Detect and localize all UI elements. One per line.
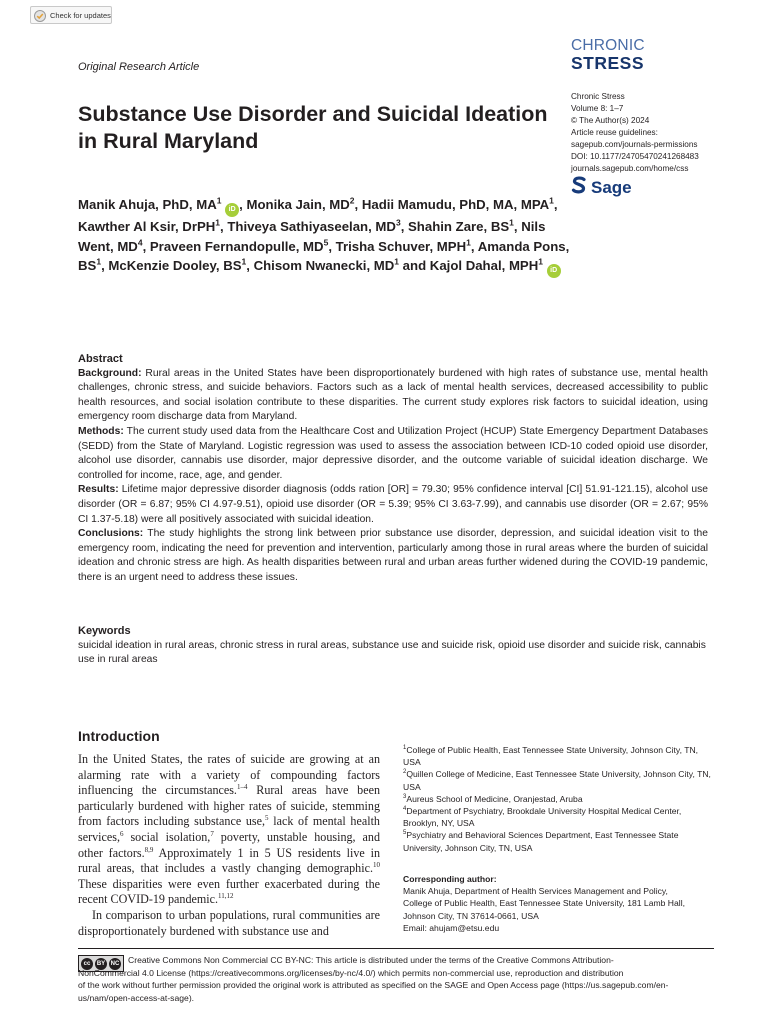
citation-reference[interactable]: 1–4 [236,783,248,792]
affiliation-item [403,805,713,829]
by-icon: BY [95,958,107,970]
abstract-results [78,483,708,527]
abstract [78,352,708,586]
abstract-methods-text: The current study used data from the Healthcare Cost and Utilization Project (HCUP) State Emergency Department Databases (SEDD) from the State of Maryland. Logistic regression was used to assess the association between ICD-10 coded opioid use disorder, alcohol use disorder, cannabis use disorder, major depressive disorder, and the outcome variable of suicidal ideation discharge. We controlled for income, race, age, and gender. [78,425,708,481]
journal-volume: Volume 8: 1–7 [571,104,624,113]
introduction-heading: Introduction [78,728,160,744]
license-line: NonCommercial 4.0 License (https://creativecommons.org/licenses/by-nc/4.0/) which permits non-commercial use, reproduction and distribution [78,967,624,978]
abstract-background [78,367,708,425]
introduction-paragraph-1 [78,752,380,908]
author-affiliation-marker: 1 [96,256,102,267]
author-affiliation-marker: 1 [549,195,554,206]
introduction-text: poverty, unstable housing, and other factors. [78,829,380,860]
author-affiliation-marker: 3 [395,217,401,228]
copyright: © The Author(s) 2024 [571,116,650,125]
license-line: Creative Commons Non Commercial CC BY-NC: This article is distributed under the terms of the Creative Commons Attribution- [128,955,614,965]
corresponding-author [403,873,713,934]
affiliation-item [403,768,713,792]
introduction-body [78,752,380,939]
introduction-text: social isolation, [123,829,211,844]
corresponding-line: Manik Ahuja, Department of Health Services Management and Policy, [403,886,668,897]
author-name: Kajol Dahal, MPH$^1$ [429,256,543,273]
reuse-guidelines-label: Article reuse guidelines: [571,128,658,137]
corresponding-line: College of Public Health, East Tennessee State University, 181 Lamb Hall, [403,898,685,909]
author-name: Hadii Mamudu, PhD, MA, MPA$^1$ [361,195,554,212]
author-list: Manik Ahuja, PhD, $MA^1$ iD , Monika Jain, $MD^2$, Hadii Mamudu, PhD, MA, MPA$^1$, Kawther Al Ksir, DrPH$^1$, Thiveya Sathiyaseelan, $MD^3$, Shahin Zare, $BS^1$, Nils Went, $MD^4$, Praveen Fernandopulle, $MD^5$, Trisha Schuver, MPH$^1$, Amanda Pons, $BS^1$, McKenzie Dooley, $BS^1$, Chisom Nwanecki, $MD^1$ and Kajol Dahal, MPH$^1$ iD [78,195,578,278]
author-affiliation-marker: 1 [509,217,514,228]
citation-reference[interactable]: 5 [265,814,269,823]
introduction-text: These disparities were even further exacerbated during the recent COVID-19 pandemic. [78,876,380,907]
abstract-conclusions [78,527,708,585]
citation-reference[interactable]: 7 [210,829,214,838]
check-for-updates-button[interactable] [30,6,112,24]
journal-home-link[interactable]: journals.sagepub.com/home/css [571,164,689,173]
affiliation-text: College of Public Health, East Tennessee State University, Johnson City, TN, USA [403,745,699,768]
author-affiliation-marker: 1 [538,256,543,267]
orcid-icon[interactable]: iD [547,264,561,278]
license-line: us/nam/open-access-at-sage). [78,992,195,1003]
author-name: Praveen Fernandopulle, $MD^5$ [149,237,329,254]
abstract-heading: Abstract [78,353,123,365]
affiliations [403,744,713,854]
affiliation-text: Quillen College of Medicine, East Tennessee State University, Johnson City, TN, USA [403,769,711,792]
affiliation-text: Aureus School of Medicine, Oranjestad, Aruba [406,793,583,804]
author-affiliation-marker: 5 [323,237,329,248]
introduction-text: In the United States, the rates of suicide are growing at an alarming rate with a variety of compounding factors influencing the circumstances. [78,752,380,798]
affiliation-number: 4 [403,806,407,813]
article-type: Original Research Article [78,61,200,73]
abstract-conclusions-label: Conclusions: [78,528,144,540]
author-affiliation-marker: 2 [349,195,355,206]
affiliation-text: Psychiatry and Behavioral Sciences Department, East Tennessee State University, Johnson City, TN, USA [403,830,679,853]
footer-divider [78,948,714,949]
journal-logo[interactable] [571,38,651,72]
keywords-text: suicidal ideation in rural areas, chronic stress in rural areas, substance use and suicide risk, opioid use disorder and suicide risk, cannabis use in rural areas [78,639,706,666]
author-name: Nils Went, $MD^4$ [78,219,546,254]
publisher-logo[interactable] [571,176,632,199]
check-updates-icon [34,9,46,21]
affiliation-number: 3 [403,793,407,800]
affiliation-number: 5 [403,830,407,837]
abstract-background-text: Rural areas in the United States have been disproportionately burdened with high rates of substance use, mental health challenges, chronic stress, and suicide behaviors. Factors such as a lack of mental health services, decreased accessibility to public health resources, and social isolation contribute to these disparities. The current study explores risk factors to suicidal ideation, using emergency room discharge data from Maryland. [78,367,708,423]
corresponding-email[interactable]: Email: ahujam@etsu.edu [403,922,500,933]
author-name: Kawther Al Ksir, DrPH$^1$ [78,217,221,234]
introduction-text: Approximately 1 in 5 US residents live in rural areas, that includes a vastly changing demographic. [78,845,380,876]
abstract-results-label: Results: [78,484,119,496]
author-affiliation-marker: 1 [241,256,247,267]
citation-reference[interactable]: 11,12 [218,892,234,901]
keywords [78,624,708,668]
article-title: Substance Use Disorder and Suicidal Ideation in Rural Maryland [78,102,548,153]
journal-name: Chronic Stress [571,92,625,101]
author-affiliation-marker: 1 [466,237,471,248]
citation-reference[interactable]: 10 [373,861,380,870]
author-name: Thiveya Sathiyaseelan, $MD^3$ [227,217,401,234]
author-name: Monika Jain, $MD^2$ [246,195,355,212]
affiliation-item [403,829,713,853]
abstract-background-label: Background: [78,367,142,379]
author-name: McKenzie Dooley, $BS^1$ [108,256,247,273]
corresponding-author-heading: Corresponding author: [403,874,497,884]
cc-icon: cc [81,958,93,970]
abstract-methods-label: Methods: [78,425,124,437]
author-affiliation-marker: 1 [215,217,221,228]
introduction-paragraph-2: In comparison to urban populations, rural communities are disproportionately burdened with substance use and [78,907,380,938]
check-updates-label: Check for updates [50,10,111,20]
introduction-text: Rural areas have been particularly burdened with higher rates of suicide, stemming from factors including substance use, [78,783,380,829]
journal-meta [571,91,699,175]
permissions-link[interactable]: sagepub.com/journals-permissions [571,140,698,149]
affiliation-text: Department of Psychiatry, Brookdale University Hospital Medical Center, Brooklyn, NY, USA [403,806,682,829]
affiliation-number: 2 [403,769,407,776]
citation-reference[interactable]: 6 [119,829,124,838]
doi-link[interactable]: DOI: 10.1177/24705470241268483 [571,152,699,161]
publisher-name: Sage [591,177,632,197]
abstract-methods [78,425,708,483]
keywords-heading: Keywords [78,625,131,637]
orcid-icon[interactable]: iD [225,203,239,217]
author-name: Manik Ahuja, PhD, $MA^1$ [78,195,222,212]
journal-logo-line2: STRESS [571,52,645,73]
license-text [78,954,714,1004]
journal-logo-line1: CHRONIC [571,37,645,54]
introduction-text: lack of mental health services, [78,814,380,844]
affiliation-item [403,793,713,805]
affiliation-number: 1 [403,745,407,752]
author-affiliation-marker: 4 [137,237,143,248]
abstract-results-text: Lifetime major depressive disorder diagnosis (odds ration [OR] = 79.30; 95% confidence interval [CI] 51.91-121.15), alcohol use disorder (OR = 6.87; 95% CI 4.97-9.51), opioid use disorder (OR = 5.39; 95% CI 3.63-7.99), and cannabis use disorder (OR = 2.67; 95% CI 1.37-5.18) were all positively associated with suicidal ideation. [78,484,708,525]
author-affiliation-marker: 1 [216,195,222,206]
affiliation-item [403,744,713,768]
author-affiliation-marker: 1 [394,256,400,267]
citation-reference[interactable]: 8,9 [144,845,154,854]
author-name: Amanda Pons, $BS^1$ [78,238,570,273]
author-name: Trisha Schuver, MPH$^1$ [335,237,471,254]
author-name: Shahin Zare, $BS^1$ [408,217,514,234]
abstract-conclusions-text: The study highlights the strong link between prior substance use disorder, depression, and suicidal ideation visit to the emergency room, indicating the need for prevention and intervention, particularly among those in rural areas where the burden of suicidal ideation and chronic stress are high. As health disparities between rural and urban areas further widened during the COVID-19 pandemic, there is an urgent need to address these issues. [78,528,708,583]
corresponding-line: Johnson City, TN 37614-0661, USA [403,910,539,921]
author-name: Chisom Nwanecki, $MD^1$ [253,256,400,273]
license-line: of the work without further permission provided the original work is attributed as specified on the SAGE and Open Access page (https://us.sagepub.com/en- [78,980,669,991]
nc-icon: NC [109,958,121,970]
